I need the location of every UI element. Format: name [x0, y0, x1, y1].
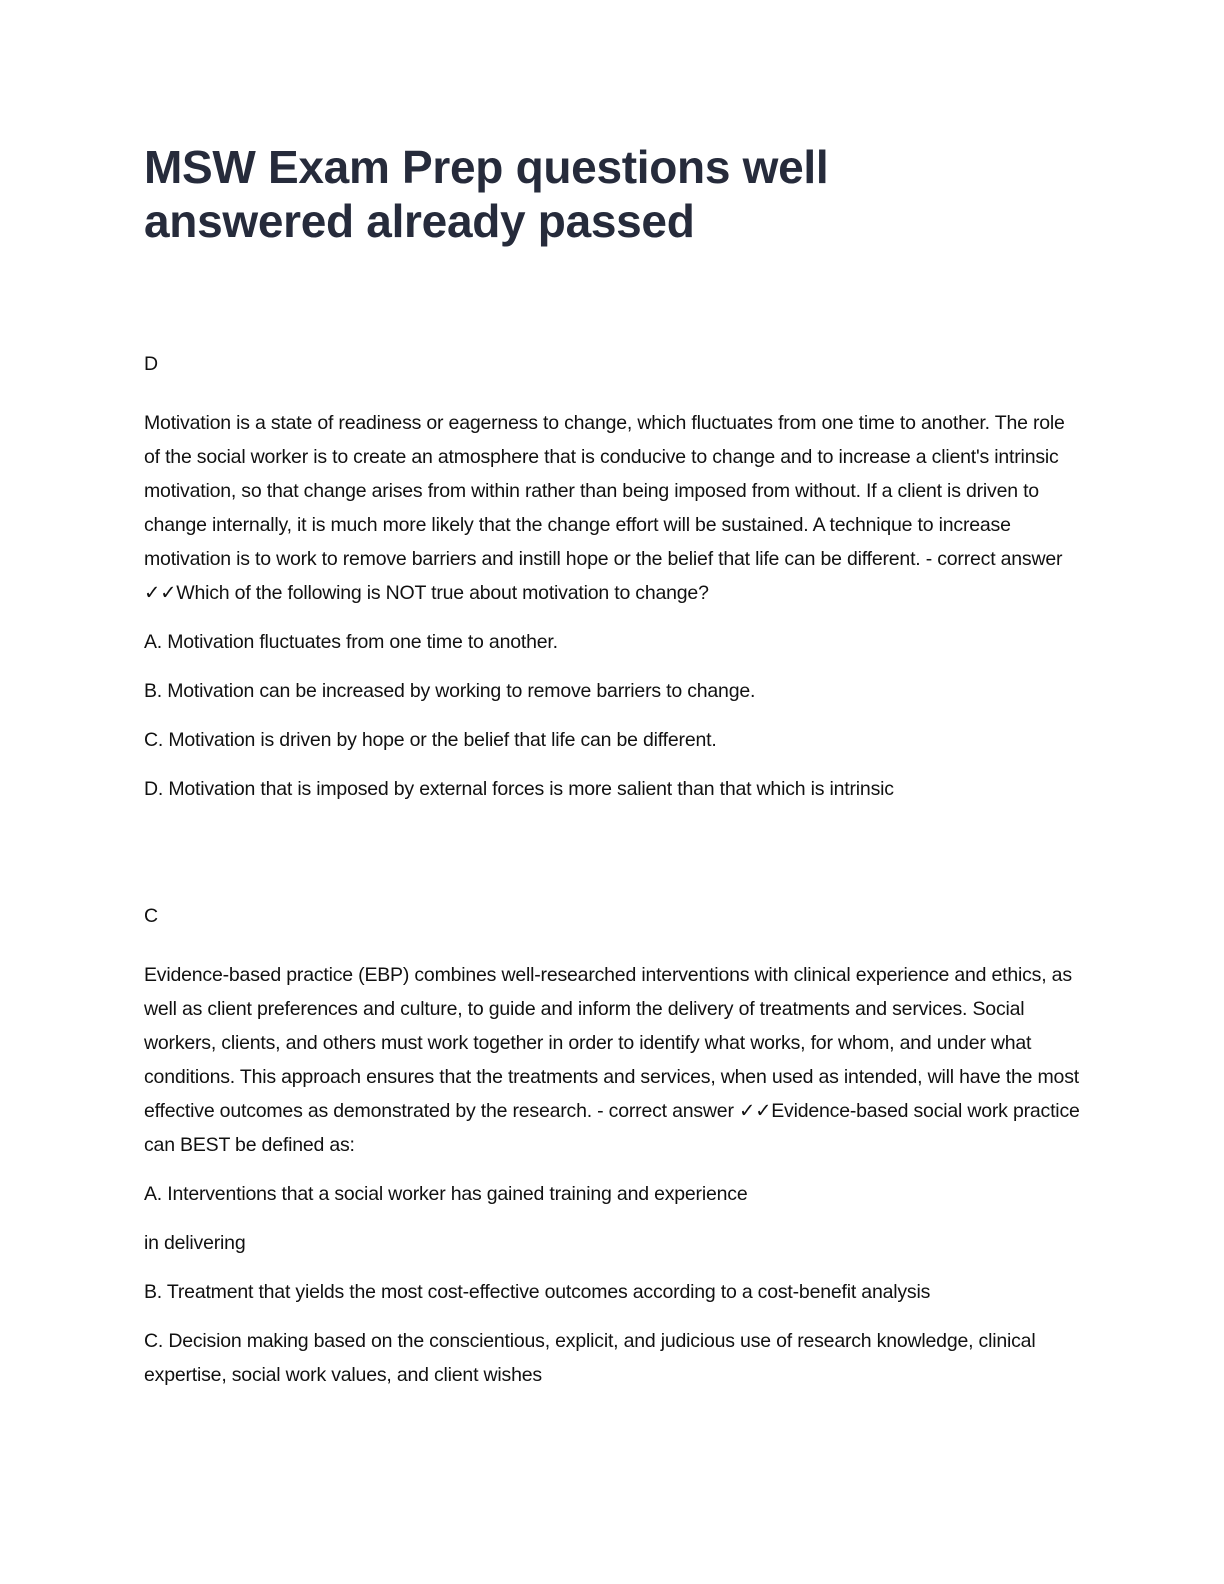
option-c: C. Motivation is driven by hope or the belief that life can be different. — [144, 729, 717, 751]
option-a: A. Motivation fluctuates from one time to another. — [144, 631, 558, 653]
document-title: MSW Exam Prep questions well answered already passed — [144, 141, 829, 247]
option-d: D. Motivation that is imposed by external forces is more salient than that which is intrinsic — [144, 778, 894, 800]
option-a-continuation: in delivering — [144, 1232, 246, 1254]
option-c: C. Decision making based on the conscientious, explicit, and judicious use of research knowledge, clinical expertise, social work values, and client wishes — [144, 1330, 1036, 1386]
question-block-2 — [144, 899, 1084, 1392]
option-b: B. Treatment that yields the most cost-effective outcomes according to a cost-benefit analysis — [144, 1281, 931, 1303]
answer-letter: C — [144, 905, 158, 927]
explanation-paragraph: Evidence-based practice (EBP) combines well-researched interventions with clinical experience and ethics, as well as client preferences and culture, to guide and inform the delivery of treatments and services. Social workers, clients, and others must work together in order to identify what works, for whom, and under what conditions. This approach ensures that the treatments and services, when used as intended, will have the most effective outcomes as demonstrated by the research. - correct answer ✓✓Evidence-based social work practice can BEST be defined as: — [144, 964, 1080, 1156]
answer-letter: D — [144, 353, 158, 375]
option-a: A. Interventions that a social worker has gained training and experience — [144, 1183, 748, 1205]
explanation-paragraph: Motivation is a state of readiness or eagerness to change, which fluctuates from one time to another. The role of the social worker is to create an atmosphere that is conducive to change and to increase a client's intrinsic motivation, so that change arises from within rather than being imposed from without. If a client is driven to change internally, it is much more likely that the change effort will be sustained. A technique to increase motivation is to work to remove barriers and instill hope or the belief that life can be different. - correct answer ✓✓Which of the following is NOT true about motivation to change? — [144, 412, 1065, 604]
question-block-1 — [144, 347, 1084, 821]
option-b: B. Motivation can be increased by working to remove barriers to change. — [144, 680, 756, 702]
